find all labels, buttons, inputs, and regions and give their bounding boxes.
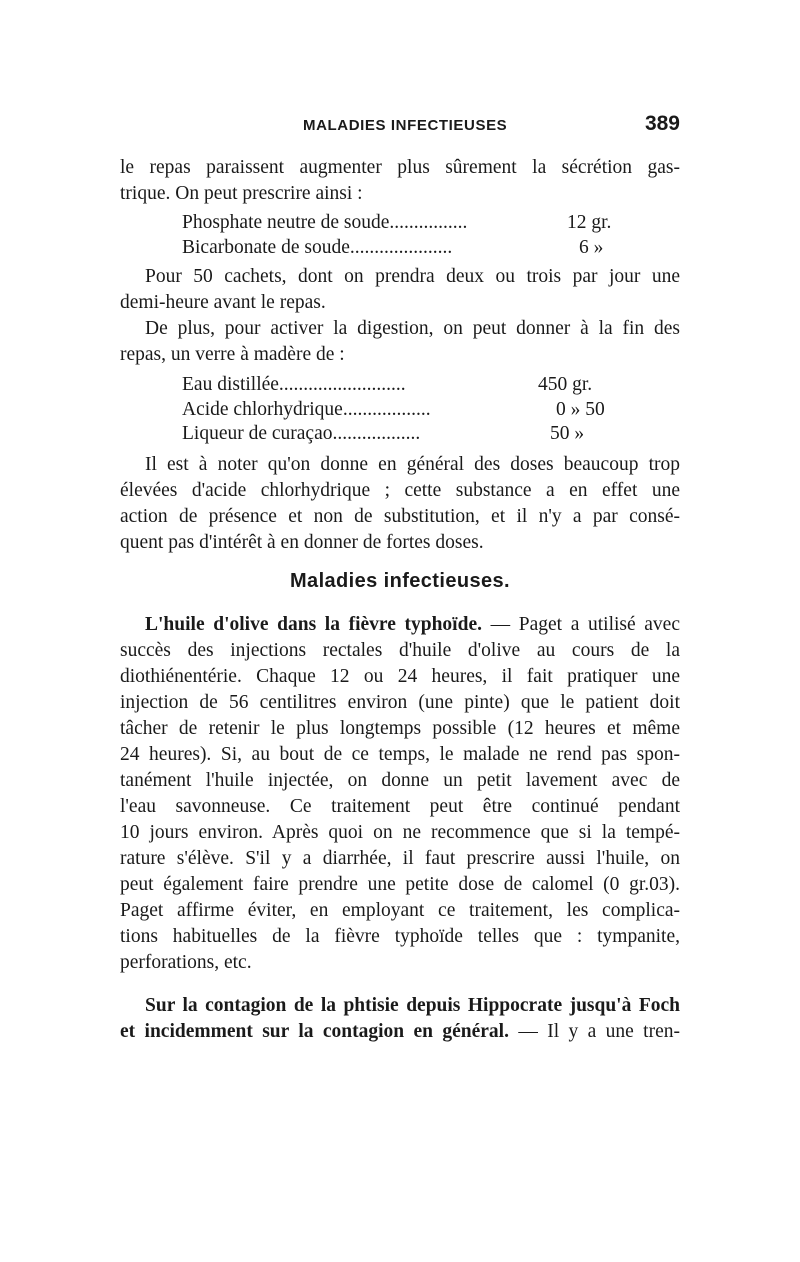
ingredient-name: Bicarbonate de soude..................... [182, 237, 453, 258]
recipe-quantity: 450 gr. [538, 374, 593, 395]
page-number: 389 [644, 112, 680, 135]
paragraph-line: succès des injections rectales d'huile d'olive au cours de la [120, 640, 680, 661]
paragraph-line: action de présence et non de substitution, et il n'y a par consé- [120, 506, 680, 527]
running-title: MALADIES INFECTIEUSES [303, 117, 508, 134]
article-title: Sur la contagion de la phtisie depuis Hippocrate jusqu'à Foch [145, 995, 680, 1016]
recipe-quantity: 50 » [550, 423, 585, 444]
recipe-row [182, 421, 420, 447]
paragraph-line: trique. On peut prescrire ainsi : [120, 183, 363, 204]
paragraph-line: tanément l'huile injectée, on donne un petit lavement avec de [120, 770, 680, 791]
ingredient-name: Eau distillée.......................... [182, 374, 406, 395]
paragraph-line: le repas paraissent augmenter plus sûrement la sécrétion gas- [120, 157, 680, 178]
paragraph-line: tâcher de retenir le plus longtemps possible (12 heures et même [120, 718, 680, 739]
recipe-row [182, 235, 452, 261]
ingredient-name: Phosphate neutre de soude................ [182, 212, 468, 233]
paragraph-line: repas, un verre à madère de : [120, 344, 345, 365]
recipe-row [182, 397, 431, 423]
page-header [118, 112, 680, 142]
article-title: L'huile d'olive dans la fièvre typhoïde. [145, 614, 482, 635]
paragraph-line: élevées d'acide chlorhydrique ; cette substance a en effet une [120, 480, 680, 501]
paragraph-line: De plus, pour activer la digestion, on peut donner à la fin des [145, 318, 680, 339]
recipe-row [182, 210, 467, 236]
paragraph-line: diothiénentérie. Chaque 12 ou 24 heures, il fait pratiquer une [120, 666, 680, 687]
paragraph-line: tions habituelles de la fièvre typhoïde telles que : tympanite, [120, 926, 680, 947]
paragraph-line: l'eau savonneuse. Ce traitement peut être continué pendant [120, 796, 680, 817]
paragraph-line: Paget affirme éviter, en employant ce traitement, les complica- [120, 900, 680, 921]
recipe-quantity: 12 gr. [567, 212, 612, 233]
paragraph-line: demi-heure avant le repas. [120, 292, 326, 313]
recipe-quantity: 6 » [579, 237, 604, 258]
paragraph-line: quent pas d'intérêt à en donner de fortes doses. [120, 532, 484, 553]
paragraph-line [120, 1019, 680, 1045]
article-title-continued: et incidemment sur la contagion en général. [120, 1021, 509, 1042]
section-heading: Maladies infectieuses. [289, 570, 510, 592]
paragraph-line: rature s'élève. S'il y a diarrhée, il faut prescrire aussi l'huile, on [120, 848, 680, 869]
paragraph-line: Pour 50 cachets, dont on prendra deux ou trois par jour une [145, 266, 680, 287]
ingredient-name: Liqueur de curaçao.................. [182, 423, 421, 444]
paragraph-line [145, 612, 680, 638]
paragraph-line: perforations, etc. [120, 952, 252, 973]
paragraph-line: Il est à noter qu'on donne en général des doses beaucoup trop [145, 454, 680, 475]
recipe-row [182, 372, 406, 398]
paragraph-line: peut également faire prendre une petite dose de calomel (0 gr.03). [120, 874, 680, 895]
article-lead-text: — Il y a une tren- [508, 1021, 680, 1042]
recipe-quantity: 0 » 50 [556, 399, 605, 420]
paragraph-line: 10 jours environ. Après quoi on ne recommence que si la tempé- [120, 822, 680, 843]
paragraph-line: injection de 56 centilitres environ (une pinte) que le patient doit [120, 692, 680, 713]
paragraph-line: 24 heures). Si, au bout de ce temps, le malade ne rend pas spon- [120, 744, 680, 765]
article-lead-text: — Paget a utilisé avec [481, 614, 680, 635]
ingredient-name: Acide chlorhydrique.................. [182, 399, 431, 420]
